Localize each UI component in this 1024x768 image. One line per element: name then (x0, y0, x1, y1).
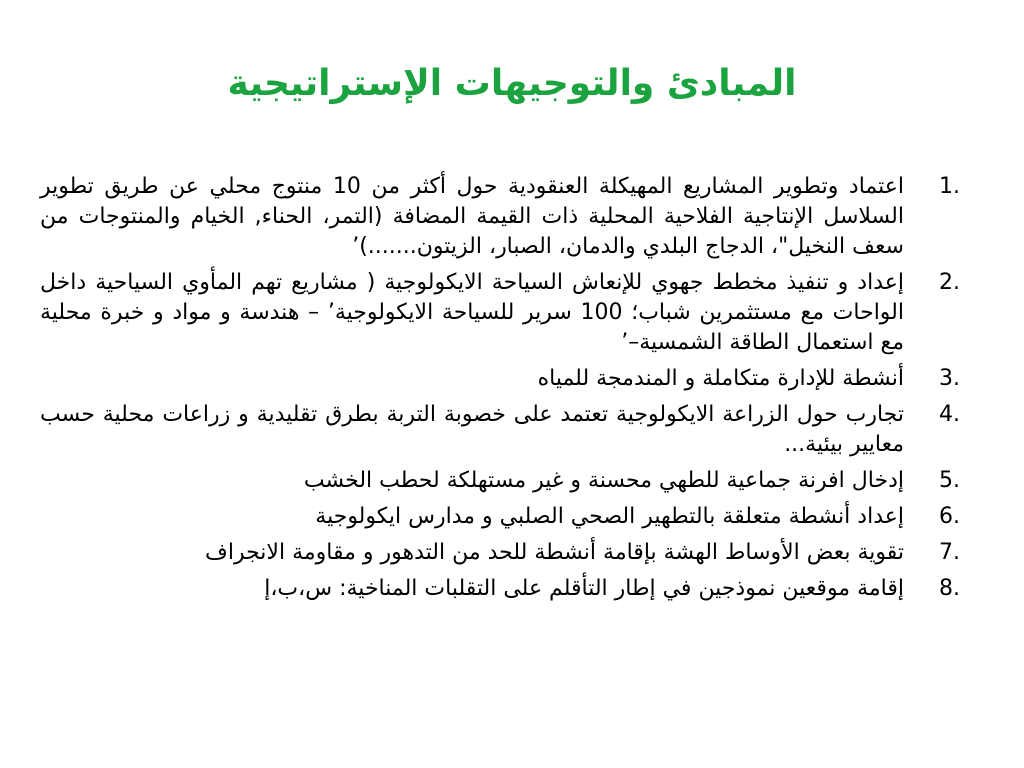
item-number: 6. (939, 504, 960, 529)
item-number: 8. (939, 576, 960, 601)
list-item-7 (40, 538, 960, 568)
item-text: إعداد و تنفيذ مخطط جهوي للإنعاش السياحة الايكولوجية ( مشاريع تهم المأوي السياحية داخل الواحات مع مستثمرين شباب؛ 100 سرير للسياحة الايكولوجية’ – هندسة و مواد و خبرة محلية مع استعمال الطاقة الشمسية–’ (40, 270, 904, 355)
item-text: إدخال افرنة جماعية للطهي محسنة و غير مستهلكة لحطب الخشب (303, 468, 904, 493)
item-number: 5. (939, 468, 960, 493)
strategy-list (40, 172, 960, 610)
item-text: تجارب حول الزراعة الايكولوجية تعتمد على خصوبة التربة بطرق تقليدية و زراعات محلية حسب معايير بيئية... (40, 402, 904, 457)
slide-title: المبادئ والتوجيهات الإستراتيجية (227, 63, 797, 104)
list-item-4 (40, 400, 960, 460)
item-number: 3. (939, 366, 960, 391)
item-number: 7. (939, 540, 960, 565)
item-number: 4. (939, 402, 960, 427)
item-text: إقامة موقعين نموذجين في إطار التأقلم على التقلبات المناخية: س،ب،إ (264, 576, 904, 601)
list-item-5 (40, 466, 960, 496)
list-item-2 (40, 268, 960, 358)
item-text: أنشطة للإدارة متكاملة و المندمجة للمياه (537, 366, 904, 391)
item-text: إعداد أنشطة متعلقة بالتطهير الصحي الصلبي و مدارس ايكولوجية (315, 504, 904, 529)
item-text: تقوية بعض الأوساط الهشة بإقامة أنشطة للحد من التدهور و مقاومة الانجراف (205, 540, 904, 565)
item-text: اعتماد وتطوير المشاريع المهيكلة العنقودية حول أكثر من 10 منتوج محلي عن طريق تطوير السلاسل الإنتاجية الفلاحية المحلية ذات القيمة المضافة (التمر، الحناء, الخيام والمنتوجات من سعف النخيل"، الدجاج البلدي والدمان، الصبار، الزيتون.......)’ (40, 174, 904, 259)
item-number: 1. (939, 174, 960, 199)
item-number: 2. (939, 270, 960, 295)
list-item-1 (40, 172, 960, 262)
list-item-3 (40, 364, 960, 394)
list-item-8 (40, 574, 960, 604)
list-item-6 (40, 502, 960, 532)
